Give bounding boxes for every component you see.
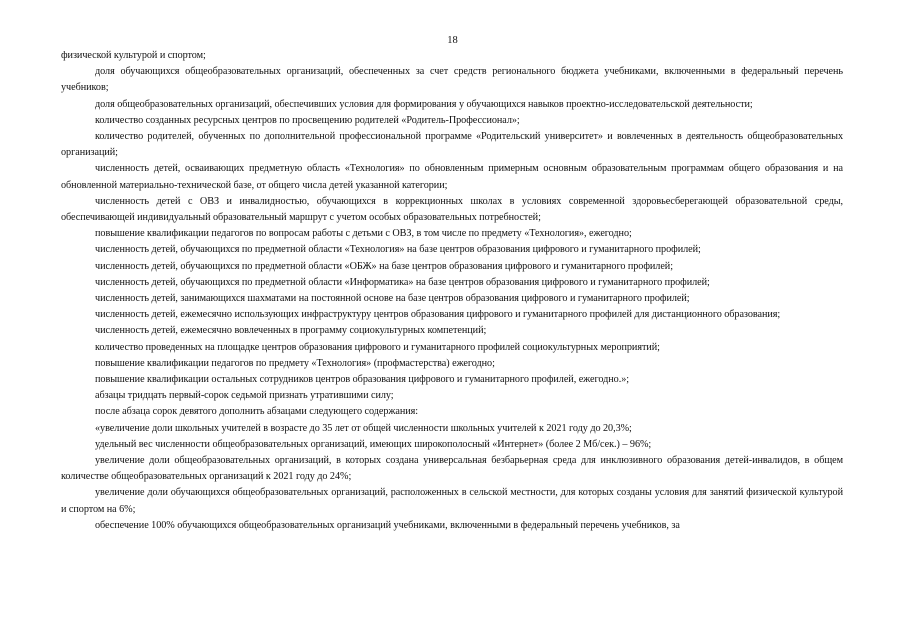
paragraph: повышение квалификации педагогов по вопросам работы с детьми с ОВЗ, в том числе по предмету «Технология», ежегодно; [95,228,632,240]
paragraph: «увеличение доли школьных учителей в возрасте до 35 лет от общей численности школьных учителей к 2021 году до 20,3%; [95,422,632,434]
paragraph: после абзаца сорок девятого дополнить абзацами следующего содержания: [95,406,419,418]
paragraph: численность детей, занимающихся шахматами на постоянной основе на базе центров образования цифрового и гуманитарного профилей; [95,293,690,305]
paragraph: численность детей, ежемесячно вовлеченных в программу социокультурных компетенций; [95,325,487,337]
document-body [61,48,843,534]
paragraph: повышение квалификации остальных сотрудников центров образования цифрового и гуманитарного профилей, ежегодно.»; [95,374,630,386]
paragraph: доля общеобразовательных организаций, обеспечивших условия для формирования у обучающихся навыков проектно-исследовательской деятельности; [95,98,753,110]
paragraph: доля обучающихся общеобразовательных организаций, обеспеченных за счет средств регионального бюджета учебниками, включенными в федеральный перечень учебников; [61,66,843,94]
paragraph: численность детей, обучающихся по предметной области «ОБЖ» на базе центров образования цифрового и гуманитарного профилей; [95,260,673,272]
paragraph: численность детей, обучающихся по предметной области «Информатика» на базе центров образования цифрового и гуманитарного профилей; [95,276,710,288]
paragraph: численность детей, обучающихся по предметной области «Технология» на базе центров образования цифрового и гуманитарного профилей; [95,244,701,256]
paragraph: количество родителей, обученных по дополнительной профессиональной программе «Родительский университет» и вовлеченных в деятельность общеобразовательных организаций; [61,131,843,159]
page-number: 18 [447,35,458,46]
paragraph: численность детей, ежемесячно использующих инфраструктуру центров образования цифрового и гуманитарного профилей для дистанционного образования; [95,309,781,321]
paragraph: численность детей с ОВЗ и инвалидностью, обучающихся в коррекционных школах в условиях современной здоровьесберегающей образовательной среды, обеспечивающей индивидуальный образовательный маршрут с учетом особых образовательных потребностей; [61,195,843,224]
paragraph: физической культурой и спортом; [61,50,206,61]
paragraph: абзацы тридцать первый-сорок седьмой признать утратившими силу; [95,390,394,402]
paragraph: повышение квалификации педагогов по предмету «Технология» (профмастерства) ежегодно; [95,357,495,369]
paragraph: увеличение доли общеобразовательных организаций, в которых создана универсальная безбарьерная среда для инклюзивного образования детей-инвалидов, в общем количестве общеобразовательных организаций к 2021 году до 24%; [61,455,843,483]
paragraph: количество проведенных на площадке центров образования цифрового и гуманитарного профилей социокультурных мероприятий; [95,341,660,353]
paragraph: удельный вес численности общеобразовательных организаций, имеющих широкополосный «Интернет» (более 2 Мб/сек.) – 96%; [95,438,652,450]
paragraph: увеличение доли обучающихся общеобразовательных организаций, расположенных в сельской местности, для которых созданы условия для занятий физической культурой и спортом на 6%; [61,487,843,515]
paragraph: количество созданных ресурсных центров по просвещению родителей «Родитель-Профессионал»; [95,114,520,126]
paragraph: численность детей, осваивающих предметную область «Технология» по обновленным примерным основным образовательным программам общего образования и на обновленной материально-технической базе, от общего числа детей указанной категории; [61,163,843,191]
paragraph: обеспечение 100% обучающихся общеобразовательных организаций учебниками, включенными в федеральный перечень учебников, за [95,519,680,531]
